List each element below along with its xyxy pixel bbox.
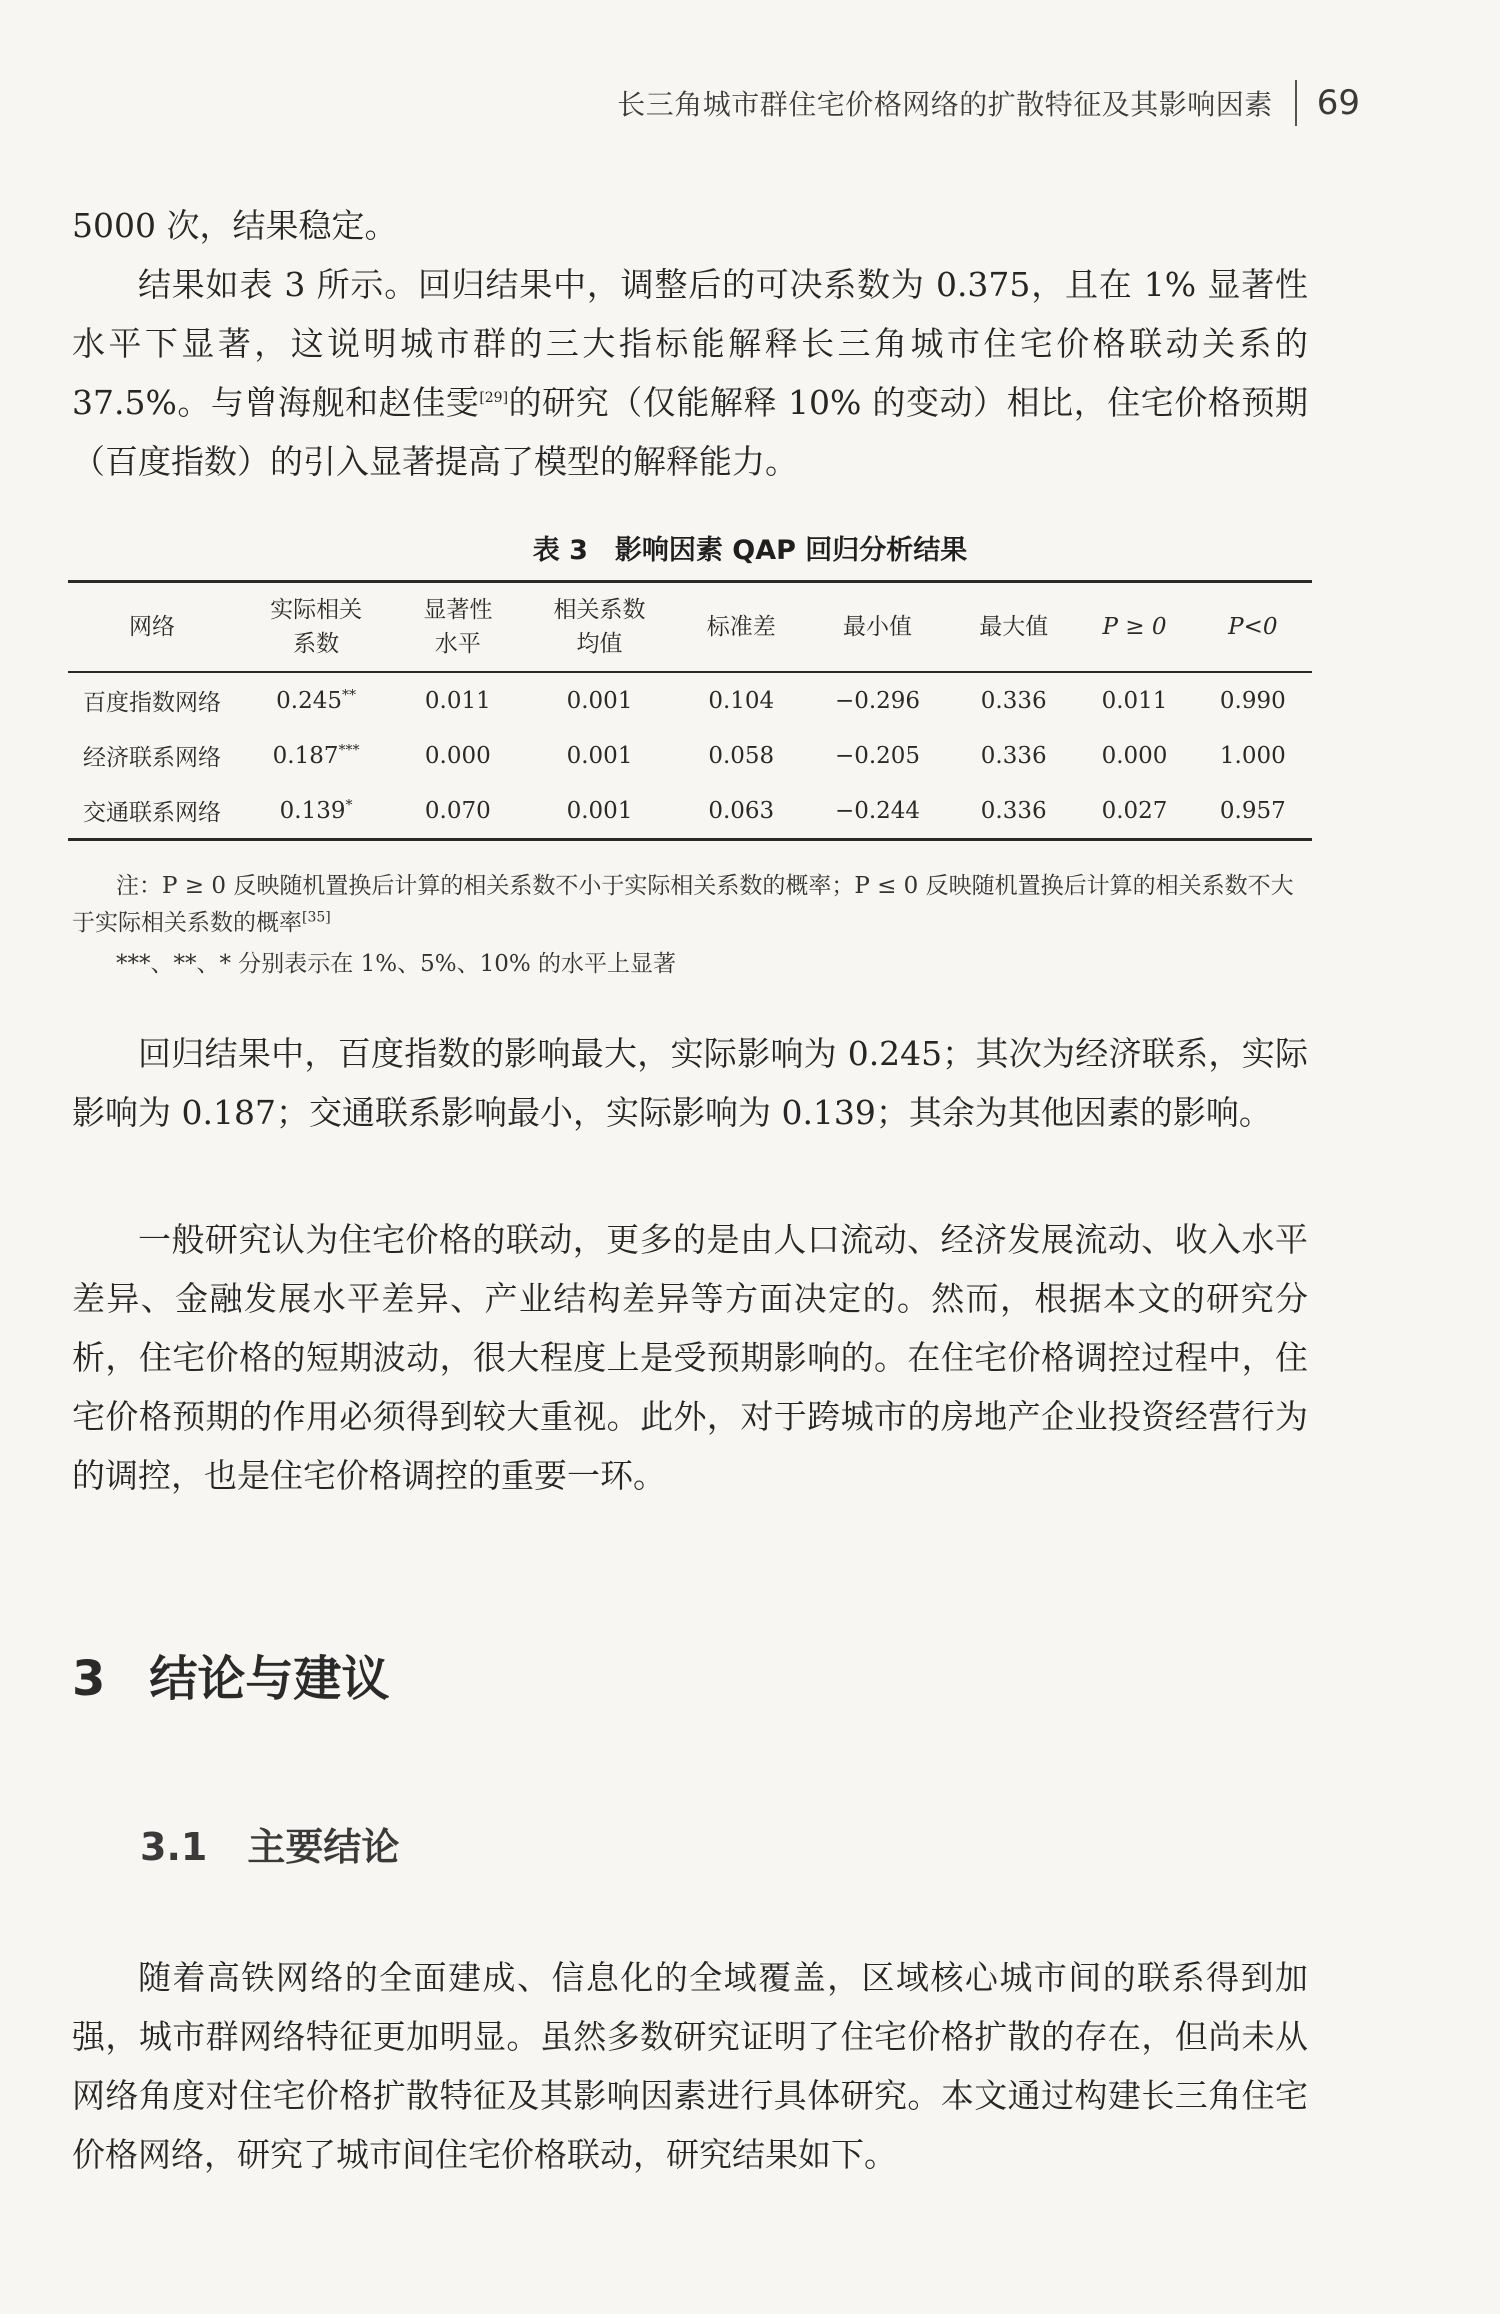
- cell-sig: 0.000: [424, 742, 491, 769]
- cell-mean: 0.001: [566, 742, 633, 769]
- paragraph-discussion: 一般研究认为住宅价格的联动，更多的是由人口流动、经济发展流动、收入水平差异、金融发展水平差异、产业结构差异等方面决定的。然而，根据本文的研究分析，住宅价格的短期波动，很大程度上是受预期影响的。在住宅价格调控过程中，住宅价格预期的作用必须得到较大重视。此外，对于跨城市的房地产企业投资经营行为的调控，也是住宅价格调控的重要一环。: [72, 1220, 1308, 1495]
- citation-29: [29]: [479, 390, 509, 406]
- table-header: [68, 582, 1312, 673]
- cell-max: 0.336: [980, 687, 1047, 714]
- cell-p-ge: 0.027: [1101, 797, 1168, 824]
- cell-network: 百度指数网络: [83, 690, 221, 716]
- cell-mean: 0.001: [566, 687, 633, 714]
- table-body: [68, 672, 1312, 840]
- cell-p-ge: 0.000: [1101, 742, 1168, 769]
- table-header-row: [68, 582, 1312, 673]
- cell-p-lt: 0.990: [1219, 687, 1286, 714]
- section-number: 3: [72, 1651, 106, 1707]
- cell-network: 经济联系网络: [83, 745, 221, 771]
- header-divider: [1295, 80, 1297, 126]
- header-p-lt: P<0: [1228, 614, 1278, 640]
- header-network: 网络: [129, 614, 175, 640]
- cell-std: 0.063: [708, 797, 775, 824]
- paragraph-regression: 回归结果中，百度指数的影响最大，实际影响为 0.245；其次为经济联系，实际影响为 0.187；交通联系影响最小，实际影响为 0.139；其余为其他因素的影响。: [72, 1034, 1308, 1132]
- table-row: [68, 728, 1312, 783]
- cell-p-ge: 0.011: [1101, 687, 1168, 714]
- cell-coef: 0.187***: [272, 741, 360, 769]
- table-row: [68, 783, 1312, 840]
- paragraph-results: [72, 255, 1308, 491]
- header-coef-mean: 相关系数 均值: [553, 597, 646, 657]
- header-p-ge: P ≥ 0: [1102, 614, 1167, 640]
- cell-p-lt: 1.000: [1219, 742, 1286, 769]
- cell-min: −0.296: [834, 687, 921, 714]
- page-number: 69: [1316, 83, 1360, 123]
- cell-max: 0.336: [980, 797, 1047, 824]
- cell-mean: 0.001: [566, 797, 633, 824]
- cell-coef: 0.139*: [279, 796, 353, 824]
- header-max: 最大值: [979, 614, 1049, 640]
- paragraph-results-rest: 的研究（仅能解释 10% 的变动）相比，住宅价格预期（百度指数）的引入显著提高了模型的解释能力。: [72, 383, 1308, 481]
- cell-p-lt: 0.957: [1219, 797, 1286, 824]
- running-title: 长三角城市群住宅价格网络的扩散特征及其影响因素: [617, 88, 1273, 121]
- table-row: [68, 672, 1312, 728]
- header-std: 标准差: [706, 614, 776, 640]
- paragraph-continuation: 5000 次，结果稳定。: [72, 206, 398, 245]
- subsection-title: 主要结论: [247, 1825, 400, 1869]
- table-note-significance: [72, 946, 1308, 983]
- paragraph-conclusions: 随着高铁网络的全面建成、信息化的全域覆盖，区域核心城市间的联系得到加强，城市群网络特征更加明显。虽然多数研究证明了住宅价格扩散的存在，但尚未从网络角度对住宅价格扩散特征及其影响因素进行具体研究。本文通过构建长三角住宅价格网络，研究了城市间住宅价格联动，研究结果如下。: [72, 1958, 1308, 2174]
- header-min: 最小值: [843, 614, 912, 640]
- header-significance: 显著性 水平: [423, 597, 493, 657]
- cell-network: 交通联系网络: [83, 800, 221, 826]
- citation-35: [35]: [302, 909, 331, 926]
- cell-min: −0.205: [834, 742, 921, 769]
- subsection-heading: [140, 1816, 399, 1871]
- paragraph-results-text: 结果如表 3 所示。回归结果中，调整后的可决系数为 0.375，且在 1% 显著性水平下显著，这说明城市群的三大指标能解释长三角城市住宅价格联动关系的 37.5%。与曾海舰和赵佳雯: [72, 265, 1308, 422]
- cell-max: 0.336: [980, 742, 1047, 769]
- qap-regression-table: [68, 580, 1312, 841]
- section-title: 结论与建议: [149, 1651, 390, 1707]
- table-container: [68, 580, 1312, 841]
- cell-min: −0.244: [834, 797, 921, 824]
- cell-std: 0.104: [708, 687, 775, 714]
- cell-std: 0.058: [708, 742, 775, 769]
- section-heading: [72, 1640, 389, 1709]
- running-header: [617, 80, 1360, 126]
- significance-legend: ***、**、* 分别表示在 1%、5%、10% 的水平上显著: [116, 951, 677, 977]
- table-note: [72, 868, 1308, 942]
- table-caption: 表 3 影响因素 QAP 回归分析结果: [532, 535, 968, 566]
- subsection-number: 3.1: [140, 1825, 208, 1869]
- cell-sig: 0.070: [424, 797, 491, 824]
- table-note-text: 注：P ≥ 0 反映随机置换后计算的相关系数不小于实际相关系数的概率；P ≤ 0 反映随机置换后计算的相关系数不大于实际相关系数的概率: [72, 873, 1294, 936]
- cell-sig: 0.011: [424, 687, 491, 714]
- cell-coef: 0.245**: [276, 686, 356, 714]
- header-actual-coef: 实际相关 系数: [270, 597, 363, 657]
